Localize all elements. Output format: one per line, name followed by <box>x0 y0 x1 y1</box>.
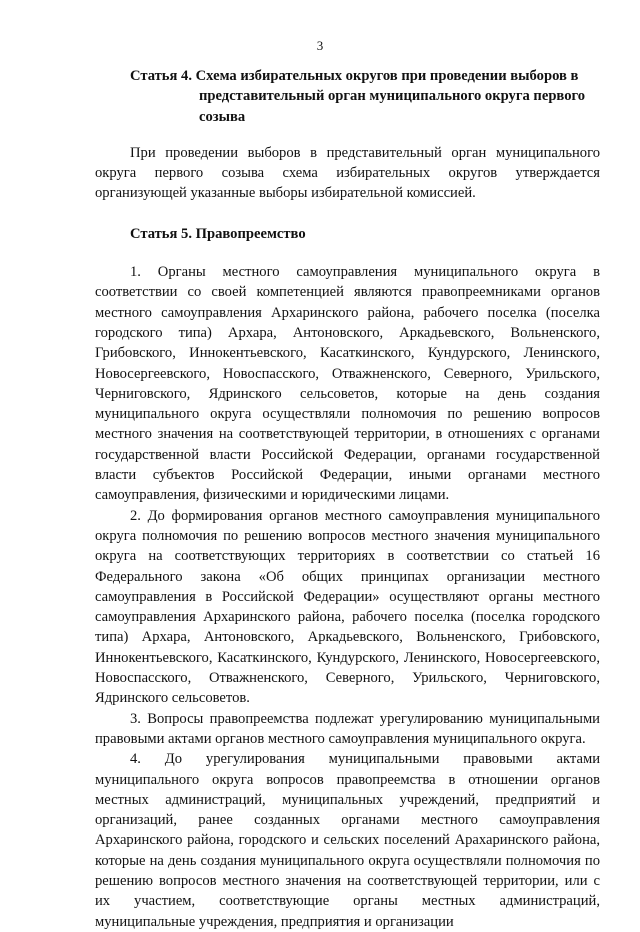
page-number: 3 <box>316 38 324 53</box>
document-body <box>95 66 600 932</box>
article-5-paragraph-4: 4. До урегулирования муниципальными правовыми актами муниципального округа вопросов правопреемства в отношении органов местных администраций, муниципальных учреждений, предприятий и организаций, ранее созданных органами местного самоуправления Архаринского района, городского и сельских поселений Арахаринского района, которые на день создания муниципального округа осуществляли полномочия по решению вопросов местного значения на соответствующей территории, или с их участием, соответствующие органы местных администраций, муниципальные учреждения, предприятия и организации <box>95 751 600 930</box>
article-4-paragraph: При проведении выборов в представительный орган муниципального округа первого созыва схема избирательных округов утверждается организующей указанные выборы избирательной комиссией. <box>95 144 600 202</box>
article-5-paragraph-2: 2. До формирования органов местного самоуправления муниципального округа полномочия по решению вопросов местного значения муниципального округа на соответствующих территориях в соответствии со статьей 16 Федерального закона «Об общих принципах организации местного самоуправления в Российской Федерации» осуществляют органы местного самоуправления Архаринского района, рабочего поселка (поселка городского типа) Архара, Антоновского, Аркадьевского, Вольненского, Грибовского, Иннокентьевского, Касаткинского, Кундурского, Ленинского, Новосергеевского, Новоспасского, Отважненского, Северного, Урильского, Черниговского, Ядринского сельсоветов. <box>95 507 600 707</box>
article-5-heading: Статья 5. Правопреемство <box>130 225 306 242</box>
article-4-heading: Статья 4. Схема избирательных округов при проведении выборов в представительный орган муниципального округа первого созыва <box>130 68 586 125</box>
article-5-paragraph-1: 1. Органы местного самоуправления муниципального округа в соответствии со своей компетенцией являются правопреемниками органов местного самоуправления Архаринского района, рабочего поселка (поселка городского типа) Архара, Антоновского, Аркадьевского, Вольненского, Грибовского, Иннокентьевского, Касаткинского, Кундурского, Ленинского, Новосергеевского, Новоспасского, Отважненского, Северного, Урильского, Черниговского, Ядринского сельсоветов, которые на день создания муниципального округа осуществляли полномочия по решению вопросов местного значения на соответствующей территории, в отношениях с органами государственной власти Российской Федерации, органами государственной власти субъектов Российской Федерации, иными органами местного самоуправления, физическими и юридическими лицами. <box>95 264 600 504</box>
article-5-paragraph-3: 3. Вопросы правопреемства подлежат урегулированию муниципальными правовыми актами органов местного самоуправления муниципального округа. <box>95 710 600 747</box>
